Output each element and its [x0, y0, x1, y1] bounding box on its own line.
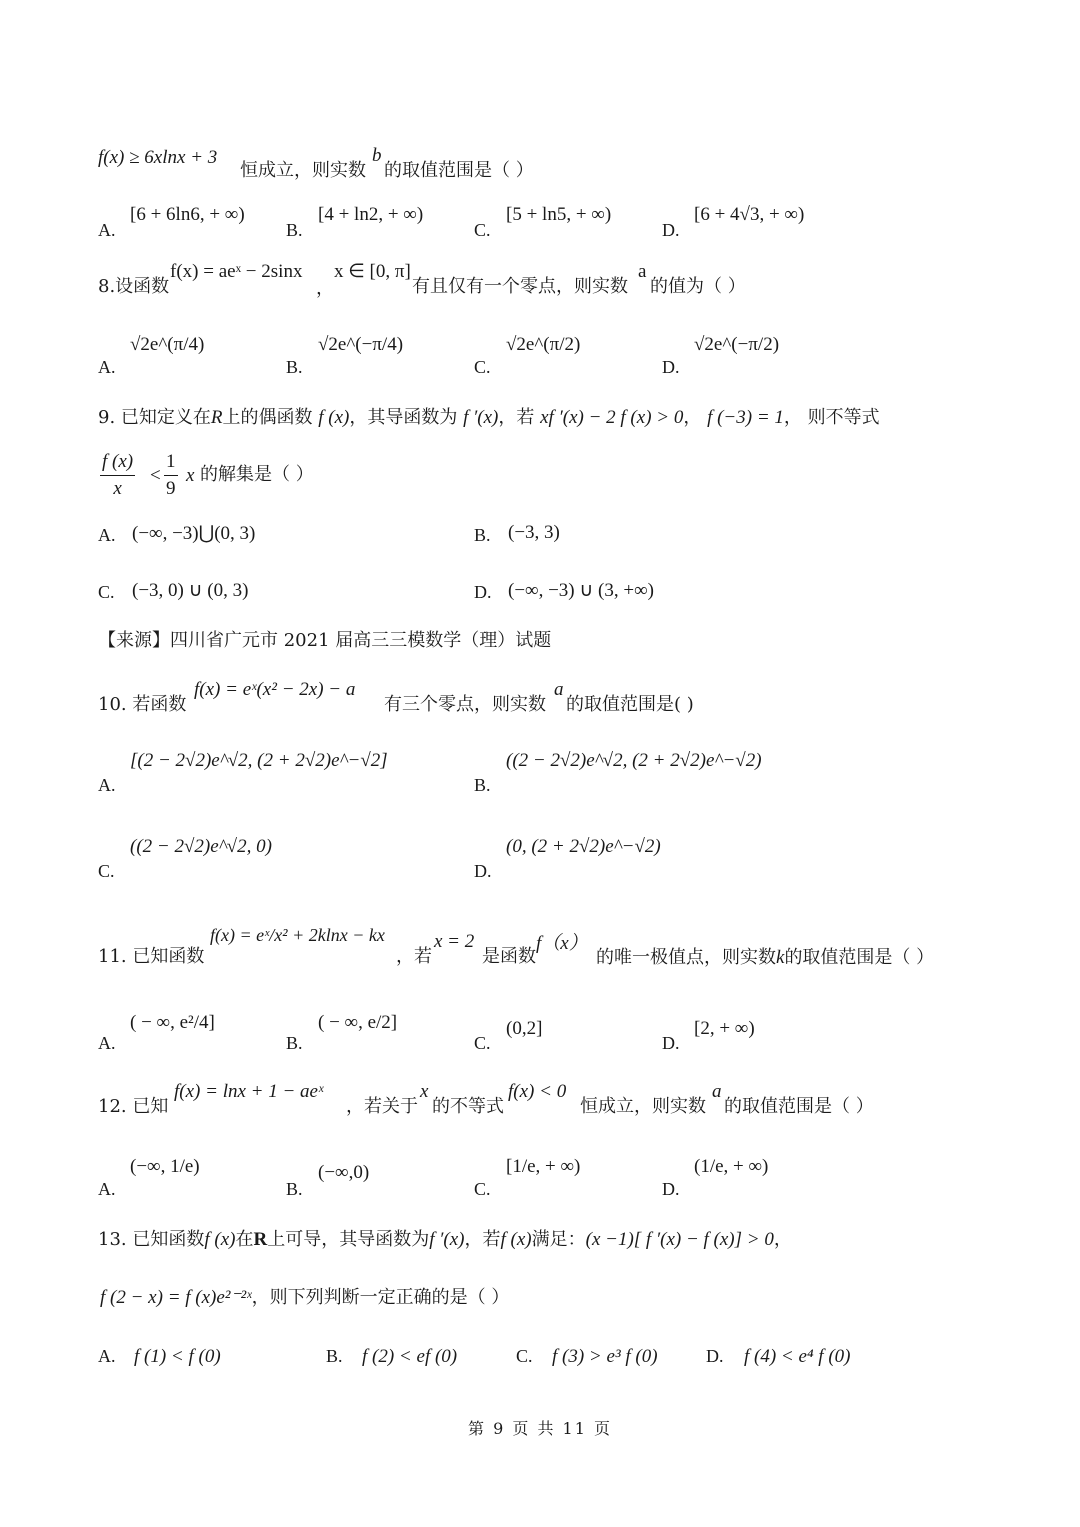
q9-option-b[interactable]: (−3, 3) [508, 522, 560, 543]
q9-line2: 的解集是（ ） [200, 464, 314, 485]
q10-text2: 的取值范围是( ) [566, 694, 694, 715]
q10-prefix: 10. 若函数 [98, 694, 187, 715]
q10-option-c-label: C. [98, 861, 115, 881]
q11-option-c-label: C. [474, 1033, 491, 1053]
q9-option-d[interactable]: (−∞, −3) ∪ (3, +∞) [508, 580, 654, 601]
q8-domain: x ∈ [0, π] [334, 261, 411, 282]
q8-comma: ， [316, 278, 334, 299]
q11-option-a[interactable]: ( − ∞, e²/4] [130, 1012, 215, 1033]
q12-option-d-label: D. [662, 1179, 680, 1199]
q10-var: a [554, 679, 564, 700]
q7-condition-math: f(x) ≥ 6xlnx + 3 [98, 147, 218, 168]
q8-option-a[interactable]: √2e^(π/4) [130, 334, 205, 355]
q10-option-b-label: B. [474, 775, 491, 795]
q13-option-a-label: A. [98, 1346, 116, 1366]
q11-fx: f（x） [536, 933, 588, 954]
q9-x: x [186, 465, 195, 486]
q8-option-a-label: A. [98, 357, 116, 377]
q7-option-a-label: A. [98, 220, 116, 240]
q11-option-c[interactable]: (0,2] [506, 1018, 543, 1039]
q9-option-b-label: B. [474, 525, 491, 545]
q7-stem-text: 恒成立，则实数 [240, 160, 366, 181]
q7-option-d[interactable]: [6 + 4√3, + ∞) [694, 204, 805, 225]
q9-fraction-one-ninth: $\frac{1}{9}$ [166, 451, 176, 499]
q9-option-a[interactable]: (−∞, −3)⋃(0, 3) [132, 523, 256, 544]
q8-option-c[interactable]: √2e^(π/2) [506, 334, 581, 355]
q12-text1: ，若关于 [346, 1096, 418, 1117]
q11-option-b[interactable]: ( − ∞, e/2] [318, 1012, 398, 1033]
q13-option-c-label: C. [516, 1346, 533, 1366]
q12-ineq: f(x) < 0 [508, 1081, 567, 1102]
q11-text1: ，若 [396, 946, 432, 967]
q9-option-a-label: A. [98, 525, 116, 545]
q8-function: f(x) = aeˣ − 2sinx [170, 261, 303, 282]
q11-option-a-label: A. [98, 1033, 116, 1053]
q9-option-c-label: C. [98, 582, 115, 602]
q12-option-c-label: C. [474, 1179, 491, 1199]
q11-option-d[interactable]: [2, + ∞) [694, 1018, 755, 1039]
q13-option-b-label: B. [326, 1346, 343, 1366]
q10-function: f(x) = eˣ(x² − 2x) − a [194, 679, 356, 700]
q11-option-d-label: D. [662, 1033, 680, 1053]
q10-option-d-label: D. [474, 861, 492, 881]
q10-option-d[interactable]: (0, (2 + 2√2)e^−√2) [506, 836, 661, 857]
q12-var: a [712, 1081, 722, 1102]
q7-var: b [372, 145, 382, 166]
q11-text3-wrap: 的唯一极值点，则实数k的取值范围是（ ） [596, 947, 935, 968]
q13-option-d-label: D. [706, 1346, 724, 1366]
q8-option-d[interactable]: √2e^(−π/2) [694, 334, 780, 355]
q12-option-b[interactable]: (−∞,0) [318, 1162, 370, 1183]
q12-function: f(x) = lnx + 1 − aeˣ [174, 1081, 324, 1102]
q13-option-d[interactable]: f (4) < e⁴ f (0) [744, 1346, 851, 1367]
q11-function: f(x) = eˣ/x² + 2klnx − kx [210, 925, 385, 945]
q13-option-b[interactable]: f (2) < ef (0) [362, 1346, 458, 1367]
q7-option-a[interactable]: [6 + 6ln6, + ∞) [130, 204, 245, 225]
question-source: 【来源】四川省广元市 2021 届高三三模数学（理）试题 [98, 630, 552, 651]
q7-option-c-label: C. [474, 220, 491, 240]
q12-option-b-label: B. [286, 1179, 303, 1199]
q12-x: x [420, 1081, 429, 1102]
q7-option-b-label: B. [286, 220, 303, 240]
q11-option-b-label: B. [286, 1033, 303, 1053]
q10-text1: 有三个零点，则实数 [384, 694, 546, 715]
q8-option-b-label: B. [286, 357, 303, 377]
q12-text3: 恒成立，则实数 [580, 1096, 706, 1117]
q11-cond: x = 2 [434, 931, 475, 952]
q12-text2: 的不等式 [432, 1096, 504, 1117]
q7-stem-text2: 的取值范围是（ ） [384, 160, 534, 181]
q8-text2: 的值为（ ） [650, 276, 746, 297]
q12-prefix: 12. 已知 [98, 1096, 169, 1117]
q7-option-b[interactable]: [4 + ln2, + ∞) [318, 204, 424, 225]
q11-text2: 是函数 [482, 946, 536, 967]
q7-stem [98, 148, 217, 167]
q9-option-d-label: D. [474, 582, 492, 602]
q13-option-a[interactable]: f (1) < f (0) [134, 1346, 221, 1367]
q12-option-a-label: A. [98, 1179, 116, 1199]
q12-option-a[interactable]: (−∞, 1/e) [130, 1156, 200, 1177]
q10-option-b[interactable]: ((2 − 2√2)e^√2, (2 + 2√2)e^−√2) [506, 750, 762, 771]
q12-text4: 的取值范围是（ ） [724, 1096, 874, 1117]
q9-lt: < [150, 465, 161, 486]
q7-option-d-label: D. [662, 220, 680, 240]
q13-option-c[interactable]: f (3) > e³ f (0) [552, 1346, 658, 1367]
q9-fraction-fx-over-x: $\frac{f (x)}{x}$ [102, 451, 134, 499]
q13-line1: 13. 已知函数f (x)在R上可导，其导函数为f ′(x)，若f (x)满足：(x −1)[ f ′(x) − f (x)] > 0， [98, 1229, 792, 1250]
q13-line2: f (2 − x) = f (x)e²⁻²ˣ，则下列判断一定正确的是（ ） [100, 1287, 510, 1308]
page-footer: 第 9 页 共 11 页 [468, 1419, 612, 1438]
q8-var: a [638, 261, 647, 282]
q7-option-c[interactable]: [5 + ln5, + ∞) [506, 204, 612, 225]
q8-option-c-label: C. [474, 357, 491, 377]
q10-option-a[interactable]: [(2 − 2√2)e^√2, (2 + 2√2)e^−√2] [130, 750, 388, 771]
q8-prefix: 8.设函数 [98, 276, 170, 297]
q11-prefix: 11. 已知函数 [98, 946, 205, 967]
q12-option-d[interactable]: (1/e, + ∞) [694, 1156, 769, 1177]
q9-option-c[interactable]: (−3, 0) ∪ (0, 3) [132, 580, 249, 601]
q12-option-c[interactable]: [1/e, + ∞) [506, 1156, 581, 1177]
q10-option-a-label: A. [98, 775, 116, 795]
q8-text1: 有且仅有一个零点，则实数 [412, 276, 628, 297]
q8-option-b[interactable]: √2e^(−π/4) [318, 334, 404, 355]
q10-option-c[interactable]: ((2 − 2√2)e^√2, 0) [130, 836, 272, 857]
q9-line1: 9. 已知定义在R上的偶函数 f (x)，其导函数为 f ′(x)，若 xf ′(x) − 2 f (x) > 0， f (−3) = 1， 则不等式 [98, 407, 880, 428]
q8-option-d-label: D. [662, 357, 680, 377]
